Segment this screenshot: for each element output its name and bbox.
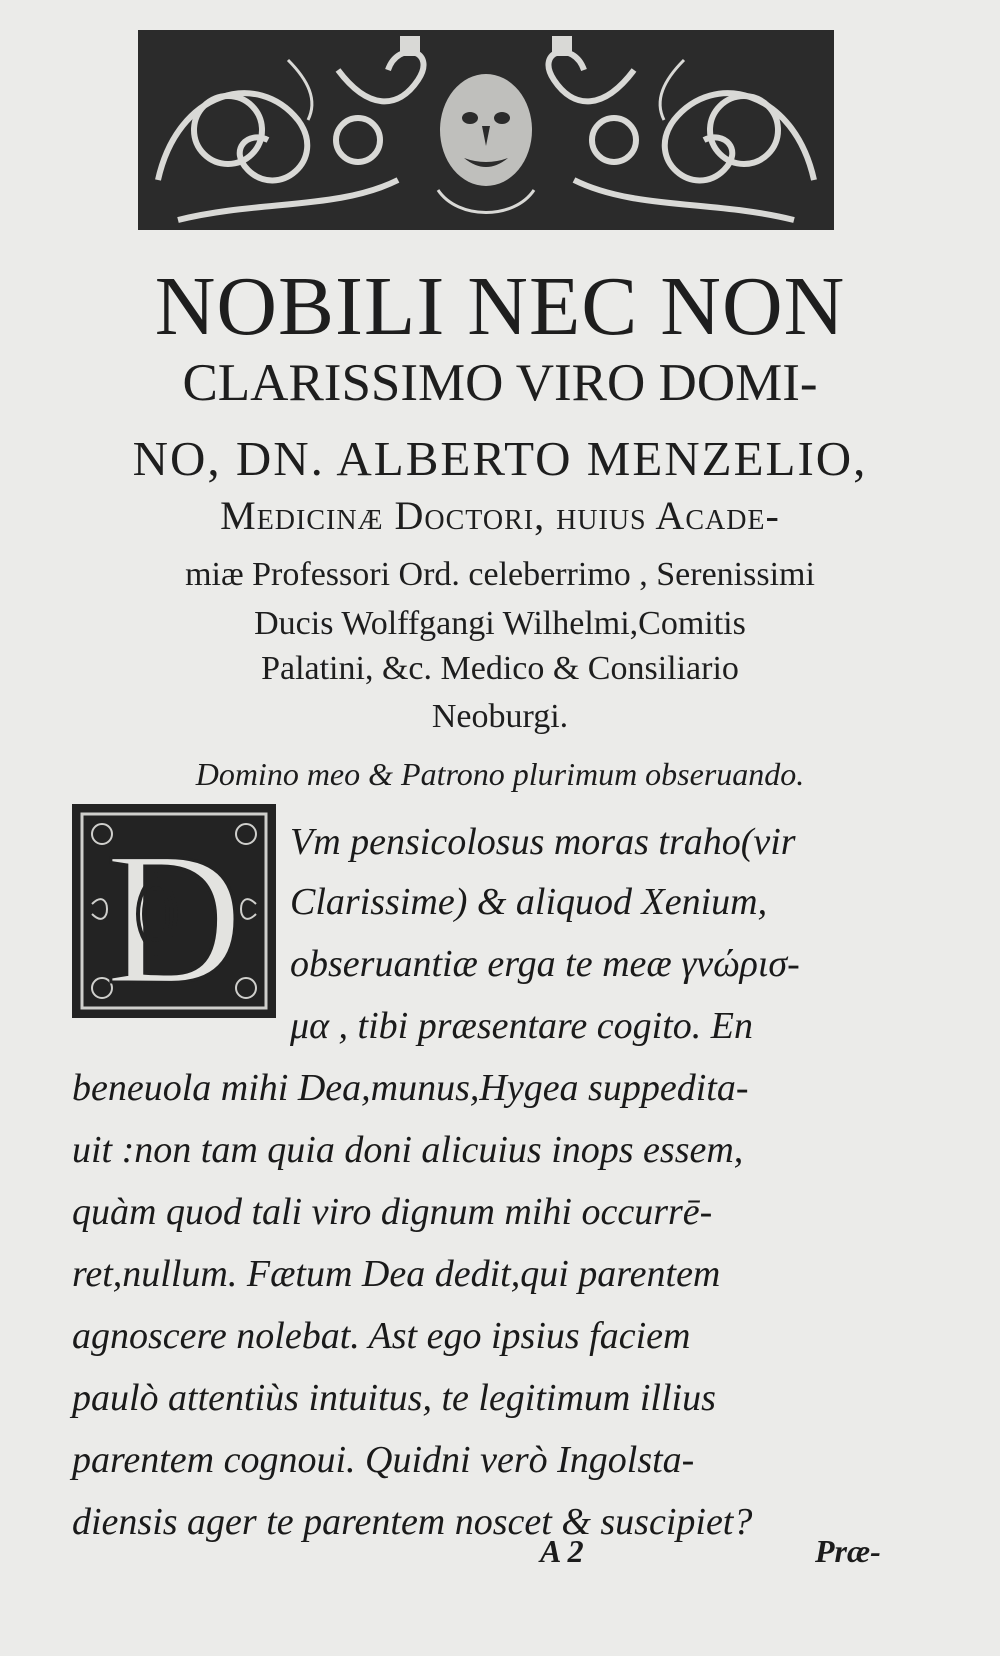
body-line-7: quàm quod tali viro dignum mihi occurrē- xyxy=(72,1191,713,1233)
body-line-1: Vm pensicolosus moras traho(vir xyxy=(290,821,796,863)
dedication-line: Domino meo & Patrono plurimum obseruando. xyxy=(195,756,805,792)
title-line-1: NOBILI NEC NON xyxy=(154,260,846,353)
body-line-9: agnoscere nolebat. Ast ego ipsius faciem xyxy=(72,1315,691,1357)
body-line-10: paulò attentiùs intuitus, te legitimum illius xyxy=(72,1377,716,1419)
title-line-2: CLARISSIMO VIRO DOMI- xyxy=(182,354,818,412)
signature-mark: A 2 xyxy=(540,1533,584,1569)
body-line-8: ret,nullum. Fætum Dea dedit,qui parentem xyxy=(72,1253,721,1295)
body-line-4: μα , tibi præsentare cogito. En xyxy=(290,1005,753,1047)
body-line-11: parentem cognoui. Quidni verò Ingolsta- xyxy=(72,1439,695,1481)
body-line-6: uit :non tam quia doni alicuius inops essem, xyxy=(72,1129,744,1171)
decorated-initial-d xyxy=(72,804,276,1018)
title-line-7: Palatini, &c. Medico & Consiliario xyxy=(261,650,739,687)
body-line-2: Clarissime) & aliquod Xenium, xyxy=(290,881,768,923)
title-line-8: Neoburgi. xyxy=(431,698,569,735)
ornamental-headpiece xyxy=(138,30,834,230)
catchword: Præ- xyxy=(815,1533,881,1569)
body-line-5: beneuola mihi Dea,munus,Hygea suppedita- xyxy=(72,1067,749,1109)
title-line-6: Ducis Wolffgangi Wilhelmi,Comitis xyxy=(254,605,746,642)
title-line-4: Medicinæ Doctori, huius Acade- xyxy=(220,493,780,538)
title-line-3: NO, DN. ALBERTO MENZELIO, xyxy=(132,431,868,486)
title-line-5: miæ Professori Ord. celeberrimo , Serenissimi xyxy=(185,556,815,593)
initial-letter: D xyxy=(105,814,243,1018)
body-line-3: obseruantiæ erga te meæ γνώρισ- xyxy=(290,943,800,985)
body-line-12: diensis ager te parentem noscet & suscipiet? xyxy=(72,1501,753,1543)
